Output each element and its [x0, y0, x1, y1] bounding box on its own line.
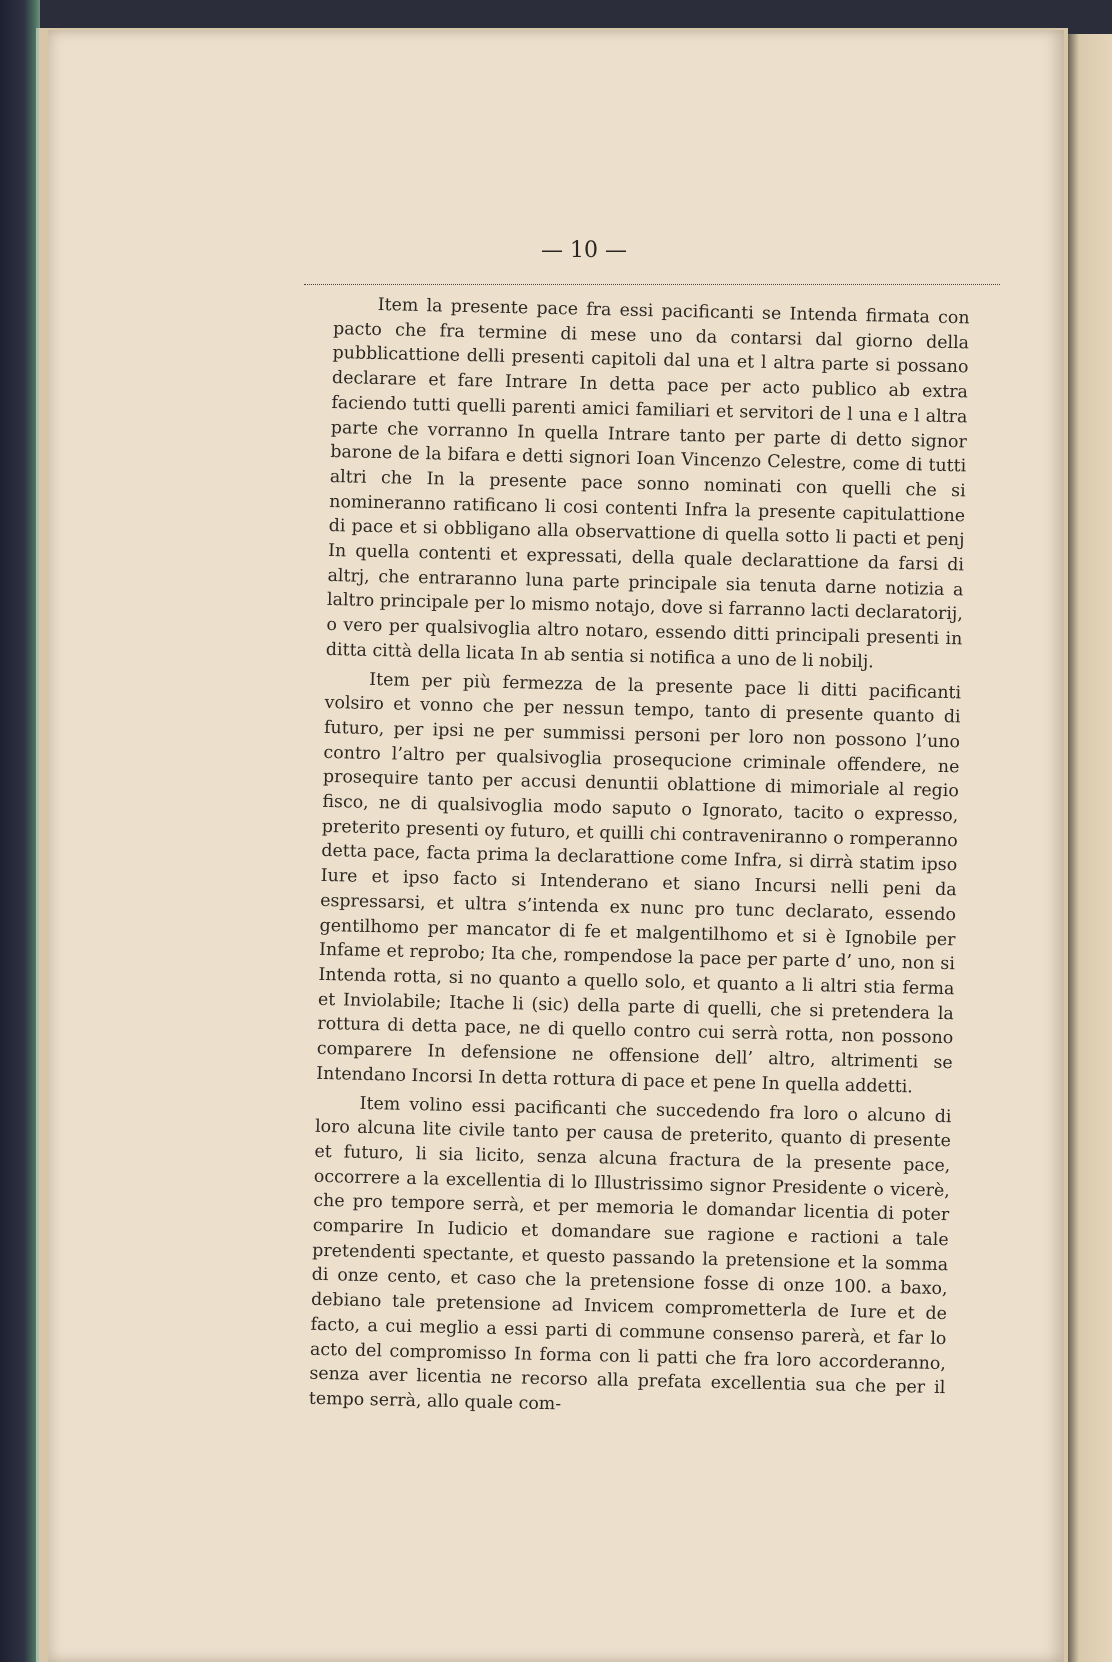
paragraph-3: Item volino essi pacificanti che succedendo fra loro o alcuno di loro alcuna lite civile tanto per causa de preterito, quanto di presente et futuro, li sia licito, senza alcuna fractura de la presente pace, occorrere a la excellentia di lo Illustrissimo signor Presidente o vicerè, che pro tempore serrà, et per memoria le domandar licentia di poter comparire In Iudicio et domandare sue ragione e ractioni a tale pretendenti spectante, et questo passando la pretensione et la somma di onze cento, et caso che la pretensione fosse di onze 100. a baxo, debiano tale pretensione ad Invicem comprometterla de Iure et de facto, a cui meglio a essi parti di commune consenso parerà, et far lo acto del compromisso In forma con li patti che fra loro accorderanno, senza aver licentia ne recorso alla prefata excellentia sua che per il tempo serrà, allo quale com-	[308, 1093, 952, 1415]
scan-background-left	[0, 0, 40, 1662]
book-page	[48, 30, 1064, 1662]
adjacent-page-edge	[1068, 34, 1112, 1662]
paragraph-1: Item la presente pace fra essi pacificanti se Intenda firmata con pacto che fra termine di mese uno da contarsi dal giorno della pubblicattione delli presenti capitoli dal una et l altra parte si possano declarare et fare Intrare In detta pace per acto publico ab extra faciendo tutti quelli parenti amici familiari et servitori de l una e l altra parte che vorranno In quella Intrare tanto per parte di detto signor barone de la bifara e detti signori Ioan Vincenzo Celestre, come di tutti altri che In la presente pace sonno nominati con quelli che si nomineranno ratificano li cosi contenti Infra la presente capitulattione di pace et si obbligano alla observattione di quella sotto li pacti et penj In quella contenti et expressati, della quale declarattione da farsi di altrj, che entraranno luna parte principale sia tenuta darne notizia a laltro principale per lo mismo notajo, dove si farranno lacti declaratorij, o vero per qualsivoglia altro notaro, essendo ditti principali presenti in ditta città della licata In ab sentia si notifica a uno de li nobilj.	[325, 294, 970, 673]
body-text	[309, 292, 970, 1426]
scan-background-top-right	[1068, 0, 1112, 34]
page-number: — 10 —	[541, 238, 627, 263]
paragraph-2: Item per più fermezza de la presente pace li ditti pacificanti volsiro et vonno che per nessun tempo, tanto di presente quanto di futuro, per ipsi ne per summissi personi per loro non possono l’uno contro l’altro per qualsivoglia prosequcione criminale offendere, ne prosequire tanto per accusi denuntii oblattione di mimoriale al regio fisco, ne di qualsivoglia modo saputo o Ignorato, tacito o expresso, preterito presenti oy futuro, et quilli chi contraveniranno o romperanno detta pace, facta prima la declarattione come Infra, si dirrà statim ipso Iure et ipso facto si Intenderano et siano Incursi nelli peni da espressarsi, et ultra s’intenda ex nunc pro tunc declarato, essendo gentilhomo per mancator di fe et malgentilhomo et si è Ignobile per Infame et reprobo; Ita che, rompendose la pace per parte d’ uno, non si Intenda rotta, si no quanto a quello solo, et quanto a li altri stia ferma et Inviolabile; Itache li (sic) della parte di quelli, che si pretendera la rottura di detta pace, ne di quello contro cui serrà rotta, non possono comparere In defensione ne offensione dell’ altro, altrimenti se Intendano Incorsi In detta rottura di pace et pene In quella addetti.	[316, 669, 962, 1098]
header-rule	[304, 284, 1000, 285]
